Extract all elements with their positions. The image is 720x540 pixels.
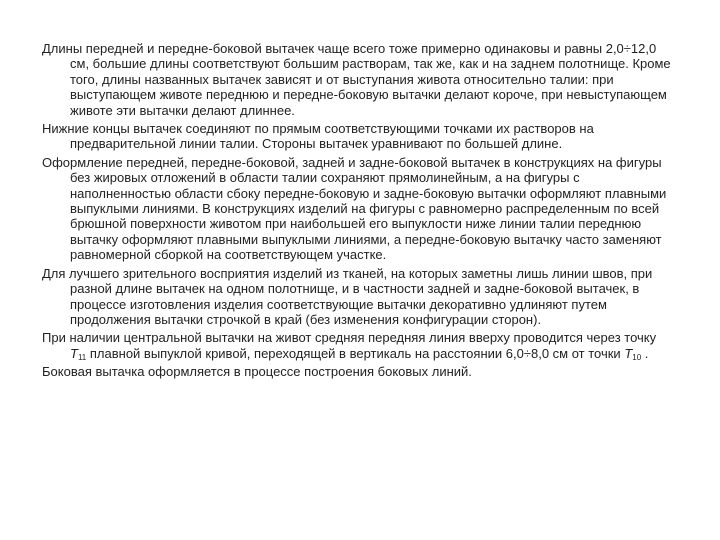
paragraph-dart-ends: Нижние концы вытачек соединяют по прямым соответствующими точками их растворов на предварительной линии талии. Стороны вытачек уравнивают по большей длине. bbox=[42, 121, 594, 152]
paragraph-side-dart: Боковая вытачка оформляется в процессе построения боковых линий. bbox=[42, 364, 472, 380]
point-t11-letter: Т bbox=[70, 345, 78, 361]
paragraph-visual-perception: Для лучшего зрительного восприятия изделий из тканей, на которых заметны лишь линии швов, при разной длине вытачек на одном полотнище, и в частности задней и задне-боковой вытачек, в процессе изготовления изделия соответствующие вытачки декоративно удлиняют путем продолжения вытачки строчкой в край (без изменения конфигурации сторон). bbox=[42, 265, 653, 327]
paragraph-dart-lengths: Длины передней и передне-боковой вытачек чаще всего тоже примерно одинаковы и равны 2,0÷12,0 см, большие длины соответствуют большим растворам, так же, как и на заднем полотнище. Кроме того, длины названных вытачек зависят и от выступания живота относительно талии: при выступающем животе переднюю и передне-боковую вытачки делают короче, при невыступающем животе эти вытачки делают длиннее. bbox=[42, 41, 671, 118]
paragraph-dart-shaping: Оформление передней, передне-боковой, задней и задне-боковой вытачек в конструкциях на фигуры без жировых отложений в области талии сохраняют прямолинейным, а на фигуры с наполненностью области сбоку передне-боковую и задне-боковую вытачки оформляют плавными выпуклыми линиями. В конструкциях изделий на фигуры с равномерно распределенным по всей брюшной поверхности животом при наибольшей его выпуклости ниже линии талии переднюю вытачку оформляют плавными выпуклыми линиями, а передне-боковую вытачку часто заменяют равномерной сборкой на соответствующем участке. bbox=[42, 154, 667, 263]
central-dart-text-before: При наличии центральной вытачки на живот средняя передняя линия вверху проводится через точку bbox=[42, 330, 657, 346]
point-t10-letter: Т bbox=[624, 345, 633, 361]
paragraph-central-dart bbox=[42, 330, 674, 361]
point-t10-index: 10 bbox=[632, 352, 642, 362]
central-dart-text-middle: плавной выпуклой кривой, переходящей в вертикаль на расстоянии 6,0÷8,0 см от точки bbox=[86, 345, 625, 361]
document-body bbox=[42, 41, 674, 383]
point-t11-index: 11 bbox=[77, 352, 87, 362]
central-dart-text-after: . bbox=[641, 345, 649, 361]
